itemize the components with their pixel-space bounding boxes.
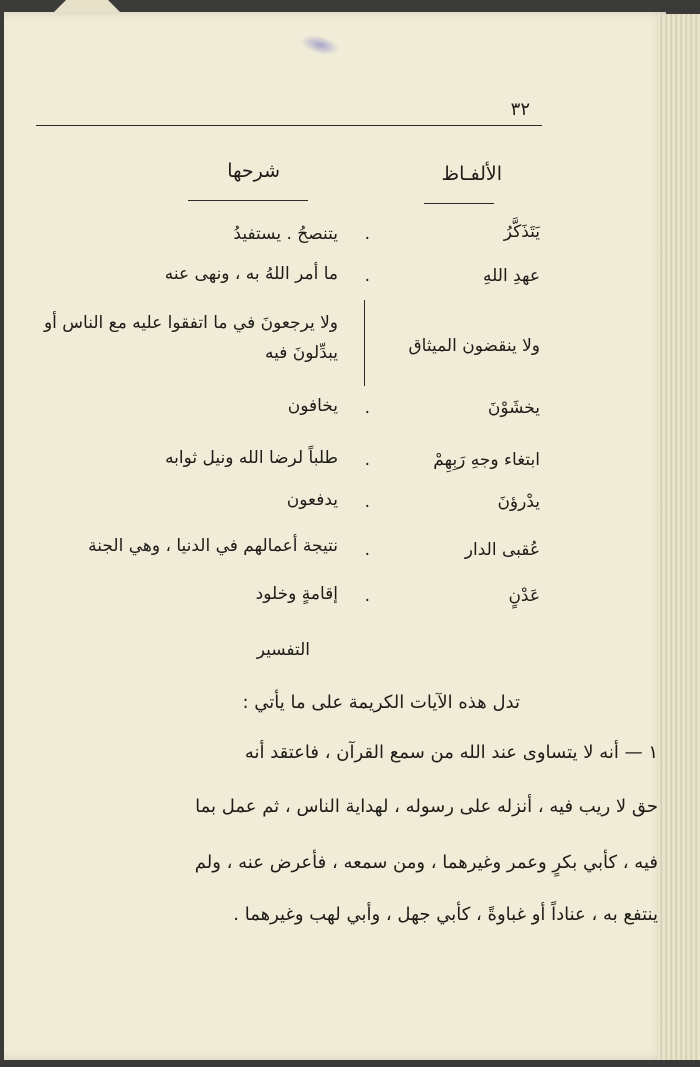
glossary-term: يَتَذَكَّرُ: [503, 222, 540, 242]
glossary-term: عهدِ اللهِ: [483, 266, 540, 286]
meaning-column-heading: شرحها: [227, 160, 280, 182]
separator-dot: .: [364, 492, 370, 512]
glossary-term: يخشَوْنَ: [487, 398, 540, 418]
separator-dot: .: [364, 224, 370, 244]
separator-dot: .: [364, 540, 370, 560]
page-number: ٣٢: [510, 99, 530, 120]
separator-dot: .: [364, 266, 370, 286]
meaning-heading-underline: [188, 200, 308, 201]
glossary-meaning: نتيجة أعمالهم في الدنيا ، وهي الجنة: [88, 536, 338, 556]
tafsir-intro: تدل هذه الآيات الكريمة على ما يأتي :: [242, 692, 520, 713]
tafsir-heading: التفسير: [256, 640, 310, 660]
glossary-meaning: ما أمر اللهُ به ، ونهى عنه: [164, 264, 338, 284]
tafsir-line: حق لا ريب فيه ، أنزله على رسوله ، لهداية الناس ، ثم عمل بما: [195, 796, 658, 817]
separator-dot: .: [364, 398, 370, 418]
tafsir-line: ١ — أنه لا يتساوى عند الله من سمع القرآن ، فاعتقد أنه: [244, 742, 658, 763]
glossary-term: يدْرؤنَ: [497, 492, 540, 512]
glossary-term: ابتغاء وجهِ رَبِهِمْ: [433, 450, 540, 470]
words-heading-underline: [424, 203, 494, 204]
words-column-heading: الألفـاظ: [441, 163, 502, 185]
glossary-meaning: ولا يرجعونَ في ما اتفقوا عليه مع الناس أو يبدِّلونَ فيه: [43, 313, 338, 363]
bracket-line: [364, 300, 365, 386]
glossary-meaning: يتنصحُ . يستفيدُ: [233, 224, 338, 244]
glossary-meaning: طلباً لرضا الله ونيل ثوابه: [165, 448, 338, 468]
glossary-term: ولا ينقضون الميثاق: [408, 336, 540, 356]
tafsir-line: ينتفع به ، عناداً أو غباوةً ، كأبي جهل ، وأبي لهب وغيرهما .: [233, 904, 658, 925]
tafsir-line: فيه ، كأبي بكرٍ وعمر وغيرهما ، ومن سمعه ، فأعرض عنه ، ولم: [194, 852, 658, 873]
glossary-meaning: يدفعون: [286, 490, 338, 510]
glossary-meaning: إقامةٍ وخلود: [255, 584, 338, 604]
header-rule: [36, 125, 542, 126]
separator-dot: .: [364, 586, 370, 606]
glossary-meaning: يخافون: [287, 396, 338, 416]
separator-dot: .: [364, 450, 370, 470]
glossary-term: عُقبى الدار: [464, 540, 540, 560]
page-edges: [658, 14, 700, 1060]
glossary-term: عَدْنٍ: [508, 586, 540, 606]
